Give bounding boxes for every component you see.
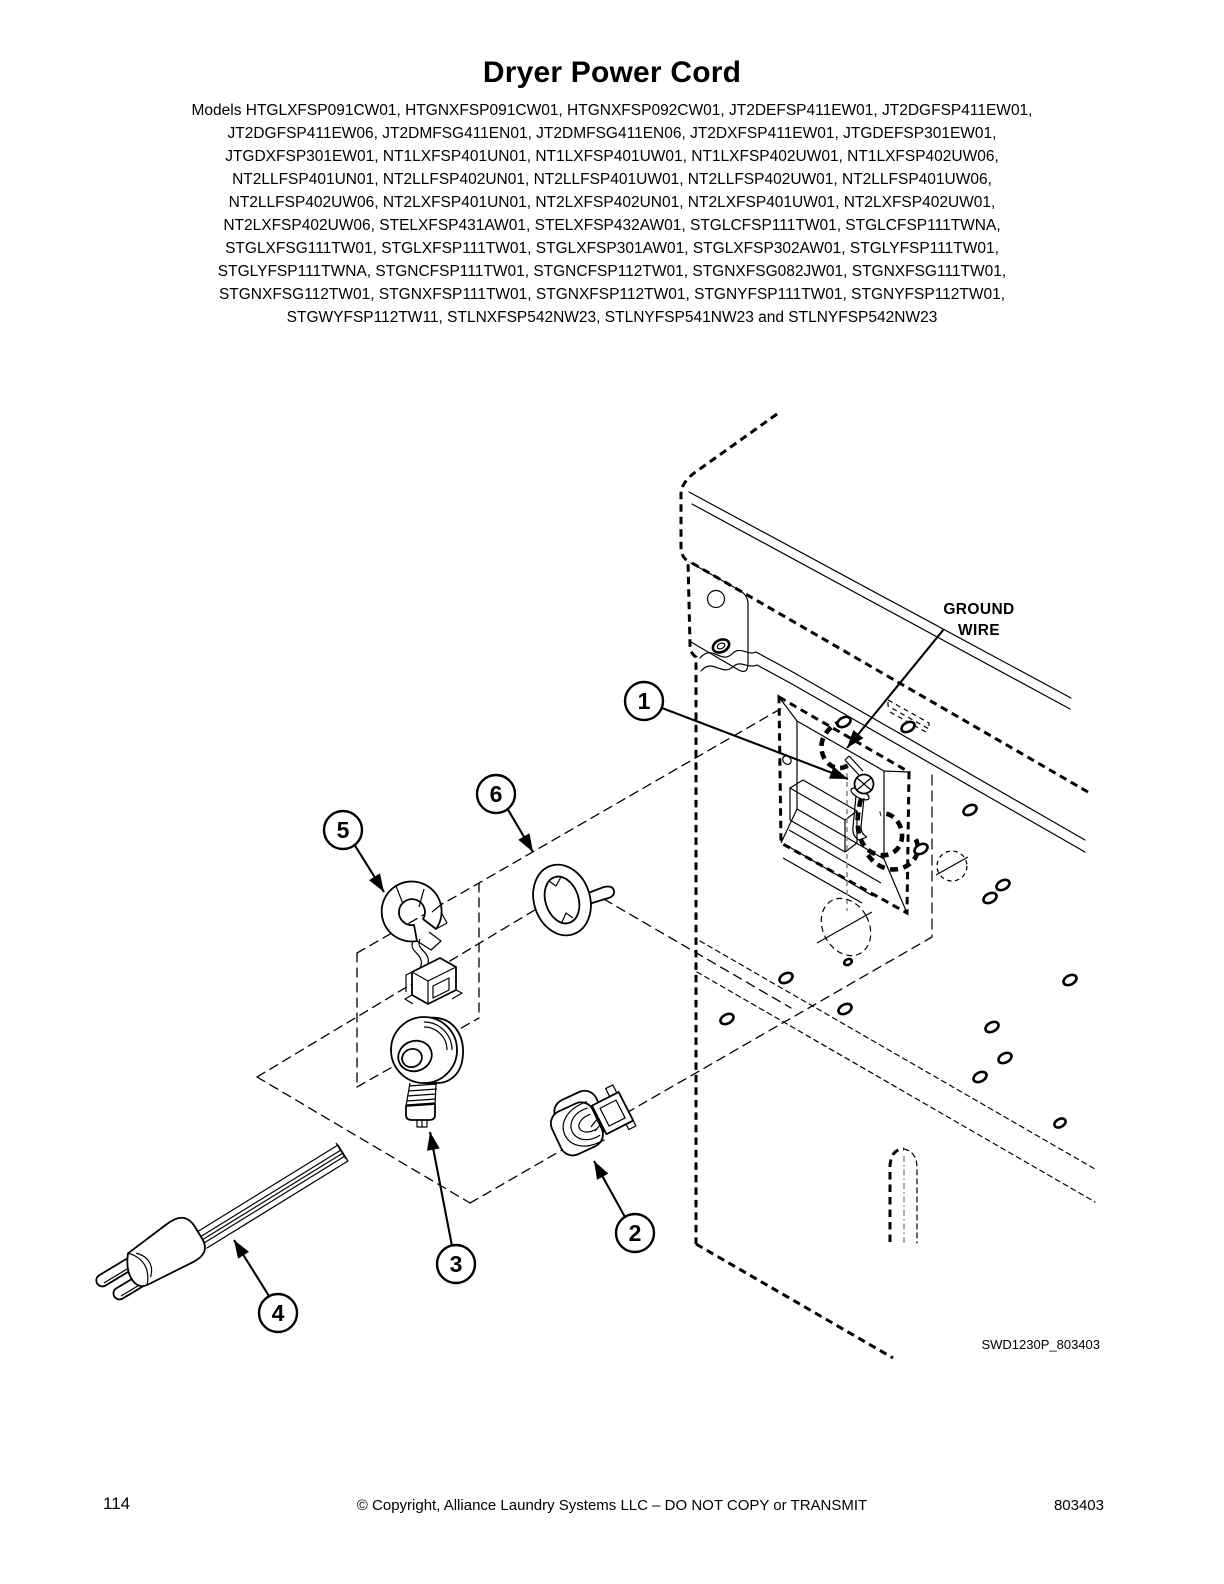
callout-6 bbox=[477, 775, 515, 813]
leader-5 bbox=[354, 844, 384, 892]
vent-slot bbox=[890, 1149, 917, 1243]
figure-id: SWD1230P_803403 bbox=[981, 1337, 1100, 1352]
model-list-line: STGNXFSG112TW01, STGNXFSP111TW01, STGNXFSP112TW01, STGNYFSP111TW01, STGNYFSP112TW01, bbox=[218, 286, 1006, 303]
part-power-cord bbox=[89, 1143, 348, 1310]
leader-3 bbox=[430, 1132, 452, 1246]
callout-1-number: 1 bbox=[637, 688, 651, 714]
model-list-line: Models HTGLXFSP091CW01, HTGNXFSP091CW01, HTGNXFSP092CW01, JT2DEFSP411EW01, JT2DGFSP411EW01, bbox=[191, 102, 1033, 119]
panel-screw-holes bbox=[719, 715, 1079, 1130]
model-list-line: STGLXFSG111TW01, STGLXFSP111TW01, STGLXFSP301AW01, STGLXFSP302AW01, STGLYFSP111TW01, bbox=[225, 240, 999, 257]
leader-2 bbox=[594, 1161, 625, 1217]
model-list-line: STGLYFSP111TWNA, STGNCFSP111TW01, STGNCFSP112TW01, STGNXFSG082JW01, STGNXFSG111TW01, bbox=[217, 263, 1007, 280]
exploded-parts-diagram bbox=[0, 380, 1224, 1384]
callout-5 bbox=[324, 811, 362, 849]
callout-3 bbox=[437, 1245, 475, 1283]
callout-2 bbox=[616, 1214, 654, 1252]
callout-4-number: 4 bbox=[271, 1300, 285, 1326]
callout-4 bbox=[259, 1294, 297, 1332]
copyright-notice: © Copyright, Alliance Laundry Systems LLC – DO NOT COPY or TRANSMIT bbox=[356, 1497, 868, 1514]
model-list-line: JTGDXFSP301EW01, NT1LXFSP401UN01, NT1LXFSP401UW01, NT1LXFSP402UW01, NT1LXFSP402UW06, bbox=[225, 148, 999, 165]
model-list-line: JT2DGFSP411EW06, JT2DMFSG411EN01, JT2DMFSG411EN06, JT2DXFSP411EW01, JTGDEFSP301EW01, bbox=[227, 125, 997, 142]
model-list-line: STGWYFSP112TW11, STLNXFSP542NW23, STLNYFSP541NW23 and STLNYFSP542NW23 bbox=[286, 309, 938, 326]
callout-3-number: 3 bbox=[449, 1251, 463, 1277]
page-number: 114 bbox=[103, 1494, 131, 1513]
leader-6 bbox=[507, 808, 533, 852]
model-list-line: NT2LXFSP402UW06, STELXFSP431AW01, STELXFSP432AW01, STGLCFSP111TW01, STGLCFSP111TWNA, bbox=[223, 217, 1001, 234]
dryer-rear-panel bbox=[681, 414, 1095, 1358]
model-list bbox=[87, 99, 1137, 329]
ground-wire-label-line2: WIRE bbox=[957, 622, 1001, 639]
part-retaining-ring bbox=[524, 857, 614, 943]
page-title: Dryer Power Cord bbox=[482, 56, 742, 89]
callout-5-number: 5 bbox=[336, 817, 350, 843]
document-number: 803403 bbox=[1053, 1497, 1104, 1514]
plate-hole bbox=[708, 591, 725, 608]
terminal-block-access bbox=[779, 697, 909, 913]
callout-2-number: 2 bbox=[628, 1220, 642, 1246]
leader-4 bbox=[234, 1240, 269, 1296]
ground-wire-label-line1: GROUND bbox=[943, 601, 1015, 618]
leader-ground-wire bbox=[847, 629, 944, 748]
model-list-line: NT2LLFSP402UW06, NT2LXFSP401UN01, NT2LXFSP402UN01, NT2LXFSP401UW01, NT2LXFSP402UW01, bbox=[228, 194, 996, 211]
part-bushing bbox=[391, 1017, 463, 1127]
parts-diagram-svg bbox=[0, 380, 1224, 1384]
callout-6-number: 6 bbox=[489, 781, 503, 807]
model-list-line: NT2LLFSP401UN01, NT2LLFSP402UN01, NT2LLFSP401UW01, NT2LLFSP402UW01, NT2LLFSP401UW06, bbox=[232, 171, 992, 188]
callout-1 bbox=[625, 682, 663, 720]
part-cord-clamp bbox=[543, 1084, 636, 1160]
ground-wire-label bbox=[943, 601, 1014, 639]
